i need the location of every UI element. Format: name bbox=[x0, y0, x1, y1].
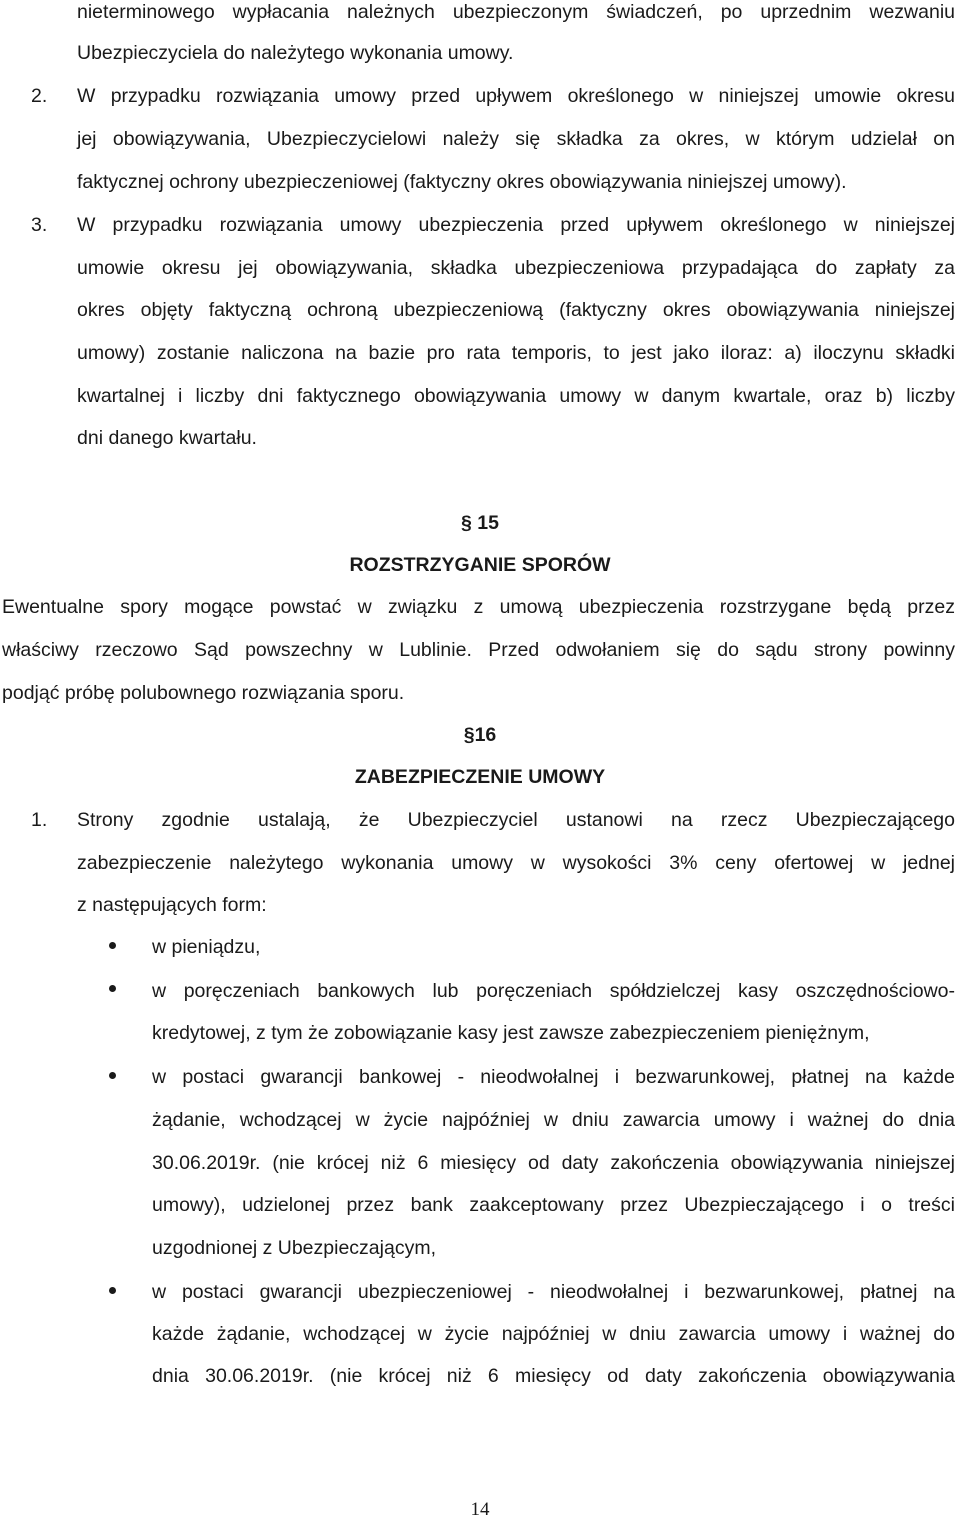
bullet-item-line: w postaci gwarancji ubezpieczeniowej - nieodwołalnej i bezwarunkowej, płatnej na bbox=[152, 1281, 955, 1303]
item-2-line: jej obowiązywania, Ubezpieczycielowi należy się składka za okres, w którym udzielał on bbox=[77, 128, 955, 150]
section-15-heading: ROZSTRZYGANIE SPORÓW bbox=[349, 554, 611, 576]
section-16-sign: §16 bbox=[463, 724, 497, 746]
item-3-number: 3. bbox=[31, 214, 48, 236]
bullet-item-line: dnia 30.06.2019r. (nie krócej niż 6 miesięcy od daty zakończenia obowiązywania bbox=[152, 1365, 955, 1387]
section-15-line: właściwy rzeczowo Sąd powszechny w Lublinie. Przed odwołaniem się do sądu strony powinny bbox=[2, 639, 955, 661]
section-15-sign: § 15 bbox=[461, 512, 499, 534]
bullet-item-line: w poręczeniach bankowych lub poręczeniach spółdzielczej kasy oszczędnościowo- bbox=[152, 980, 955, 1002]
bullet-item-line: w pieniądzu, bbox=[152, 936, 261, 958]
section-16-heading: ZABEZPIECZENIE UMOWY bbox=[354, 766, 606, 788]
bullet-item-line: uzgodnionej z Ubezpieczającym, bbox=[152, 1237, 436, 1259]
item-2-line: faktycznej ochrony ubezpieczeniowej (faktyczny okres obowiązywania niniejszej umowy). bbox=[77, 171, 847, 193]
item-3-line: umowie okresu jej obowiązywania, składka ubezpieczeniowa przypadająca do zapłaty za bbox=[77, 257, 955, 279]
bullet-icon bbox=[109, 942, 116, 949]
section-15-line: Ewentualne spory mogące powstać w związku z umową ubezpieczenia rozstrzygane będą przez bbox=[2, 596, 955, 618]
item-3-line: okres objęty faktyczną ochroną ubezpieczeniową (faktyczny okres obowiązywania niniejszej bbox=[77, 299, 955, 321]
bullet-item-line: kredytowej, z tym że zobowiązanie kasy jest zawsze zabezpieczeniem pieniężnym, bbox=[152, 1022, 870, 1044]
section-15-line: podjąć próbę polubownego rozwiązania sporu. bbox=[2, 682, 405, 704]
section-16-item-1-line: zabezpieczenie należytego wykonania umowy w wysokości 3% ceny ofertowej w jednej bbox=[77, 852, 955, 874]
bullet-item-line: 30.06.2019r. (nie krócej niż 6 miesięcy od daty zakończenia obowiązywania niniejszej bbox=[152, 1152, 955, 1174]
item-3-line: umowy) zostanie naliczona na bazie pro rata temporis, to jest jako iloraz: a) iloczynu składki bbox=[77, 342, 955, 364]
section-16-item-1-line: Strony zgodnie ustalają, że Ubezpieczyciel ustanowi na rzecz Ubezpieczającego bbox=[77, 809, 955, 831]
section-16-item-1-line: z następujących form: bbox=[77, 894, 267, 916]
bullet-icon bbox=[109, 985, 116, 992]
item-3-line: kwartalnej i liczby dni faktycznego obowiązywania umowy w danym kwartale, oraz b) liczby bbox=[77, 385, 955, 407]
page-number: 14 bbox=[470, 1499, 490, 1520]
bullet-item-line: każde żądanie, wchodzącej w życie najpóźniej w dniu zawarcia umowy i ważnej do bbox=[152, 1323, 955, 1345]
bullet-item-line: żądanie, wchodzącej w życie najpóźniej w dniu zawarcia umowy i ważnej do dnia bbox=[152, 1109, 955, 1131]
item-3-line: W przypadku rozwiązania umowy ubezpieczenia przed upływem określonego w niniejszej bbox=[77, 214, 955, 236]
item-2-number: 2. bbox=[31, 85, 48, 107]
bullet-item-line: umowy), udzielonej przez bank zaakceptowany przez Ubezpieczającego i o treści bbox=[152, 1194, 955, 1216]
item-1-line: nieterminowego wypłacania należnych ubezpieczonym świadczeń, po uprzednim wezwaniu bbox=[77, 1, 955, 23]
item-2-line: W przypadku rozwiązania umowy przed upływem określonego w niniejszej umowie okresu bbox=[77, 85, 955, 107]
bullet-icon bbox=[109, 1287, 116, 1294]
section-16-item-1-number: 1. bbox=[31, 809, 48, 831]
item-1-line: Ubezpieczyciela do należytego wykonania umowy. bbox=[77, 42, 514, 64]
item-3-line: dni danego kwartału. bbox=[77, 427, 257, 449]
bullet-item-line: w postaci gwarancji bankowej - nieodwołalnej i bezwarunkowej, płatnej na każde bbox=[152, 1066, 955, 1088]
bullet-icon bbox=[109, 1072, 116, 1079]
